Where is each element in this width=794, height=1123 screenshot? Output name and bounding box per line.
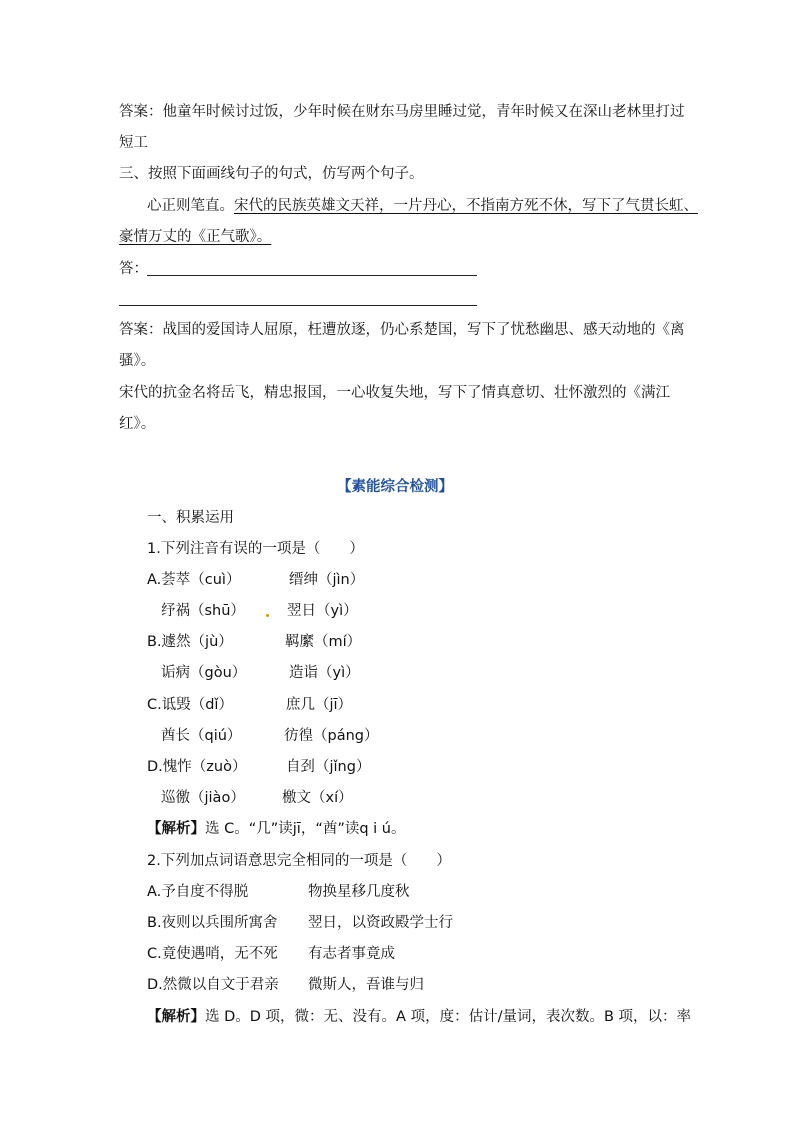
underlined-sentence-part-1: 宋代的民族英雄文天祥，一片丹心，不指南方死不休，写下了气贯长虹、 bbox=[234, 198, 698, 214]
q1-option-c-3: 酋长（qiú） bbox=[161, 728, 242, 744]
q1-option-b-3: 诟病（gòu） bbox=[161, 665, 247, 681]
q2-option-a-1: A.予自度不得脱 bbox=[147, 884, 249, 900]
emphasis-dot bbox=[266, 614, 269, 617]
q2-option-b-1: B.夜则以兵围所寓舍 bbox=[147, 915, 278, 931]
answer-blank-line-1[interactable] bbox=[147, 275, 477, 276]
answer-label: 答： bbox=[119, 261, 148, 277]
q2-analysis bbox=[147, 1007, 691, 1027]
q1-option-a-2: 缙绅（jìn） bbox=[289, 572, 365, 588]
q2-option-a-2: 物换星移几度秋 bbox=[308, 884, 410, 900]
q1-option-c-2: 庶几（jī） bbox=[286, 697, 353, 713]
part-title: 一、积累运用 bbox=[147, 510, 234, 526]
q1-option-c-4: 彷徨（páng） bbox=[284, 728, 379, 744]
example-lead: 心正则笔直。 bbox=[147, 198, 234, 214]
answer-line-2: 短工 bbox=[119, 135, 148, 151]
model-answer-line-2: 骚》。 bbox=[119, 353, 156, 369]
example-sentence-line-1 bbox=[147, 196, 698, 216]
analysis-label: 【解析】 bbox=[147, 821, 205, 837]
q1-option-b-1: B.遽然（jù） bbox=[147, 634, 233, 650]
model-answer-line-1: 答案：战国的爱国诗人屈原，枉遭放逐，仍心系楚国，写下了忧愁幽思、感天动地的《离 bbox=[119, 322, 685, 338]
q1-option-a-3: 纾祸（shū） bbox=[161, 603, 245, 619]
q1-analysis bbox=[147, 819, 405, 839]
q1-option-d-1: D.愧怍（zuò） bbox=[147, 759, 247, 775]
q1-option-b-4: 造诣（yì） bbox=[289, 665, 360, 681]
answer-line-1: 答案：他童年时候讨过饭，少年时候在财东马房里睡过觉，青年时候又在深山老林里打过 bbox=[119, 104, 685, 120]
q2-option-b-2: 翌日，以资政殿学士行 bbox=[308, 915, 453, 931]
q2-option-d-2: 微斯人，吾谁与归 bbox=[308, 977, 424, 993]
model-answer-line-4: 红》。 bbox=[119, 416, 156, 432]
analysis-text: 选 D。D 项，微：无、没有。A 项，度：估计/量词，表次数。B 项，以：率 bbox=[205, 1009, 692, 1025]
q2-option-c-2: 有志者事竟成 bbox=[308, 946, 395, 962]
analysis-label: 【解析】 bbox=[147, 1009, 205, 1025]
q1-option-a-4: 翌日（yì） bbox=[287, 603, 358, 619]
section-heading: 【素能综合检测】 bbox=[337, 479, 453, 495]
q1-option-b-2: 羁縻（mí） bbox=[285, 634, 362, 650]
q2-stem: 2.下列加点词语意思完全相同的一项是（ ） bbox=[147, 853, 451, 869]
q1-option-d-3: 巡徼（jiào） bbox=[161, 790, 245, 806]
q1-stem: 1.下列注音有误的一项是（ ） bbox=[147, 541, 364, 557]
analysis-text: 选 C。“几”读jī，“酋”读q i ú。 bbox=[205, 821, 406, 837]
exercise-title: 三、按照下面画线句子的句式，仿写两个句子。 bbox=[119, 166, 424, 182]
q2-option-c-1: C.竟使遇哨，无不死 bbox=[147, 946, 278, 962]
q1-option-d-4: 檄文（xí） bbox=[282, 790, 353, 806]
q2-option-d-1: D.然微以自文于君亲 bbox=[147, 977, 279, 993]
model-answer-line-3: 宋代的抗金名将岳飞，精忠报国，一心收复失地，写下了情真意切、壮怀激烈的《满江 bbox=[119, 385, 670, 401]
q1-option-d-2: 自刭（jǐng） bbox=[286, 759, 371, 775]
q1-option-c-1: C.诋毁（dǐ） bbox=[147, 697, 233, 713]
underlined-sentence-part-2: 豪情万丈的《正气歌》。 bbox=[119, 229, 272, 245]
q1-option-a-1: A.荟萃（cuì） bbox=[147, 572, 241, 588]
answer-blank-line-2[interactable] bbox=[119, 305, 477, 306]
